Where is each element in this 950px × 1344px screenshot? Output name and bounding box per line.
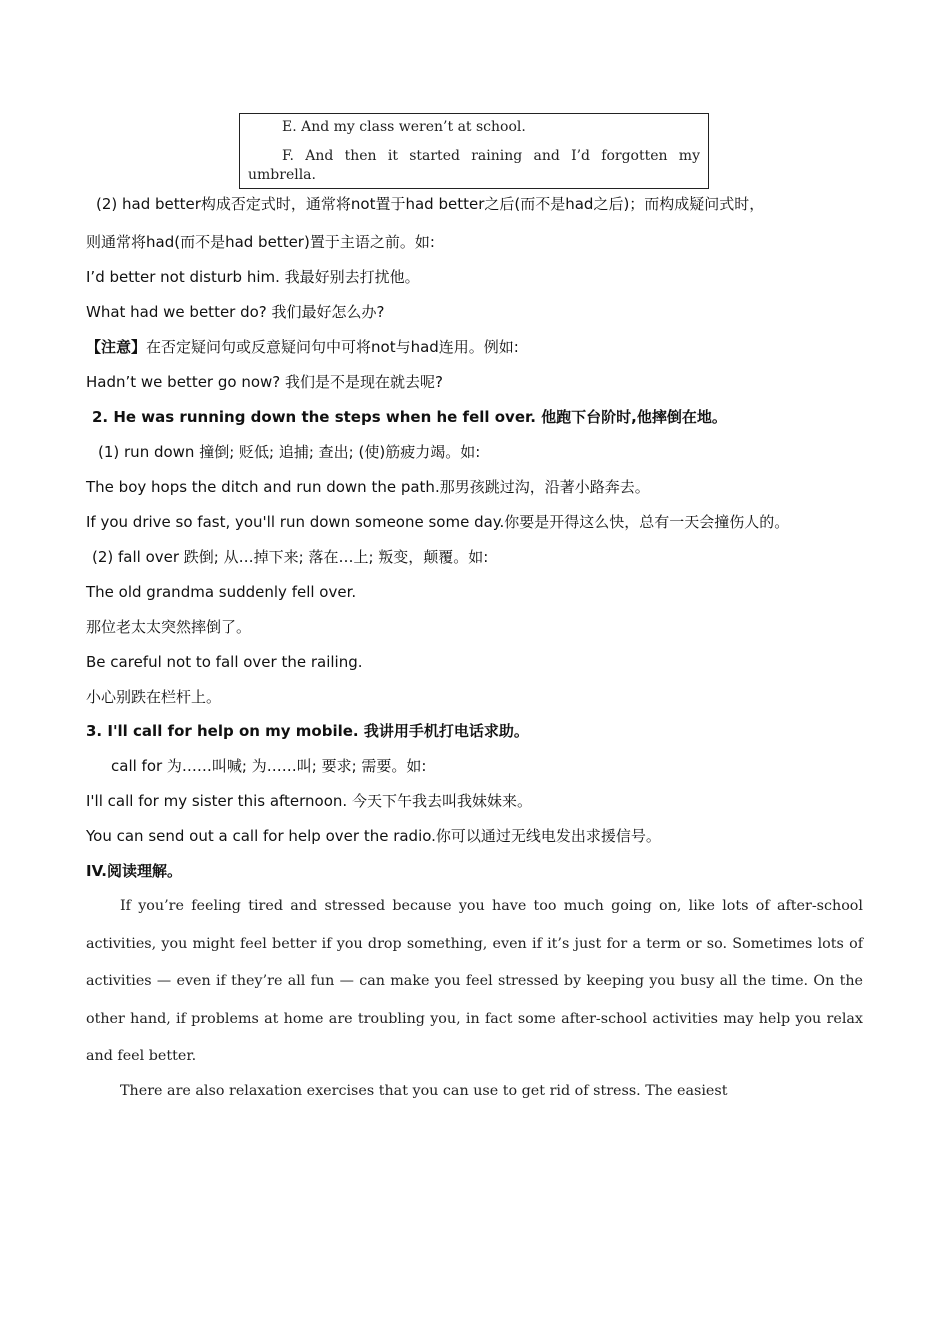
call-for-example-2: You can send out a call for help over the radio.你可以通过无线电发出求援信号。: [86, 827, 661, 845]
call-for-example-1: I'll call for my sister this afternoon. 今天下午我去叫我妹妹来。: [86, 792, 532, 810]
note-line: [86, 337, 519, 357]
had-better-point2-line2: 则通常将had(而不是had better)置于主语之前。如:: [86, 233, 435, 251]
fall-over-example-2: Be careful not to fall over the railing.: [86, 653, 363, 671]
fall-over-example-1-cn: 那位老太太突然摔倒了。: [86, 618, 252, 636]
fall-over-example-1: The old grandma suddenly fell over.: [86, 583, 357, 601]
item2-heading: 2. He was running down the steps when he fell over. 他跑下台阶时,他摔倒在地。: [92, 408, 727, 426]
note-text: 在否定疑问句或反意疑问句中可将not与had连用。例如:: [146, 338, 519, 356]
run-down-example-2: If you drive so fast, you'll run down someone some day.你要是开得这么快，总有一天会撞伤人的。: [86, 513, 790, 531]
run-down-definition: (1) run down 撞倒; 贬低; 追捕; 查出; (使)筋疲力竭。如:: [98, 443, 481, 461]
reading-paragraph-2: There are also relaxation exercises that you can use to get rid of stress. The easiest: [120, 1083, 728, 1099]
reading-heading: IV.阅读理解。: [86, 862, 182, 880]
fall-over-example-2-cn: 小心别跌在栏杆上。: [86, 688, 222, 706]
option-f: F. And then it started raining and I’d forgotten my umbrella.: [248, 148, 700, 183]
note-label: 【注意】: [86, 338, 147, 356]
had-better-example-2: What had we better do? 我们最好怎么办?: [86, 303, 385, 321]
options-box: [239, 113, 709, 189]
call-for-definition: call for 为……叫喊; 为……叫; 要求; 需要。如:: [111, 757, 427, 775]
item3-heading: 3. I'll call for help on my mobile. 我讲用手机打电话求助。: [86, 722, 529, 740]
fall-over-definition: (2) fall over 跌倒; 从…掉下来; 落在…上; 叛变，颠覆。如:: [92, 548, 489, 566]
had-better-example-1: I’d better not disturb him. 我最好别去打扰他。: [86, 268, 420, 286]
had-better-point2-line1: (2) had better构成否定式时，通常将not置于had better之后(而不是had之后)；而构成疑问式时，: [96, 195, 765, 213]
run-down-example-1: The boy hops the ditch and run down the path.那男孩跳过沟，沿著小路奔去。: [86, 478, 650, 496]
reading-paragraph-1: If you’re feeling tired and stressed because you have too much going on, like lots of after-school activities, you might feel better if you drop something, even if it’s just for a term or so. Sometimes lots of activities — even if they’re all fun — can make you feel stressed by keeping you busy all the time. On the other hand, if problems at home are troubling you, in fact some after-school activities may help you relax and feel better.: [86, 898, 863, 1064]
had-better-example-3: Hadn’t we better go now? 我们是不是现在就去呢?: [86, 373, 443, 391]
option-e: E. And my class weren’t at school.: [282, 119, 526, 135]
